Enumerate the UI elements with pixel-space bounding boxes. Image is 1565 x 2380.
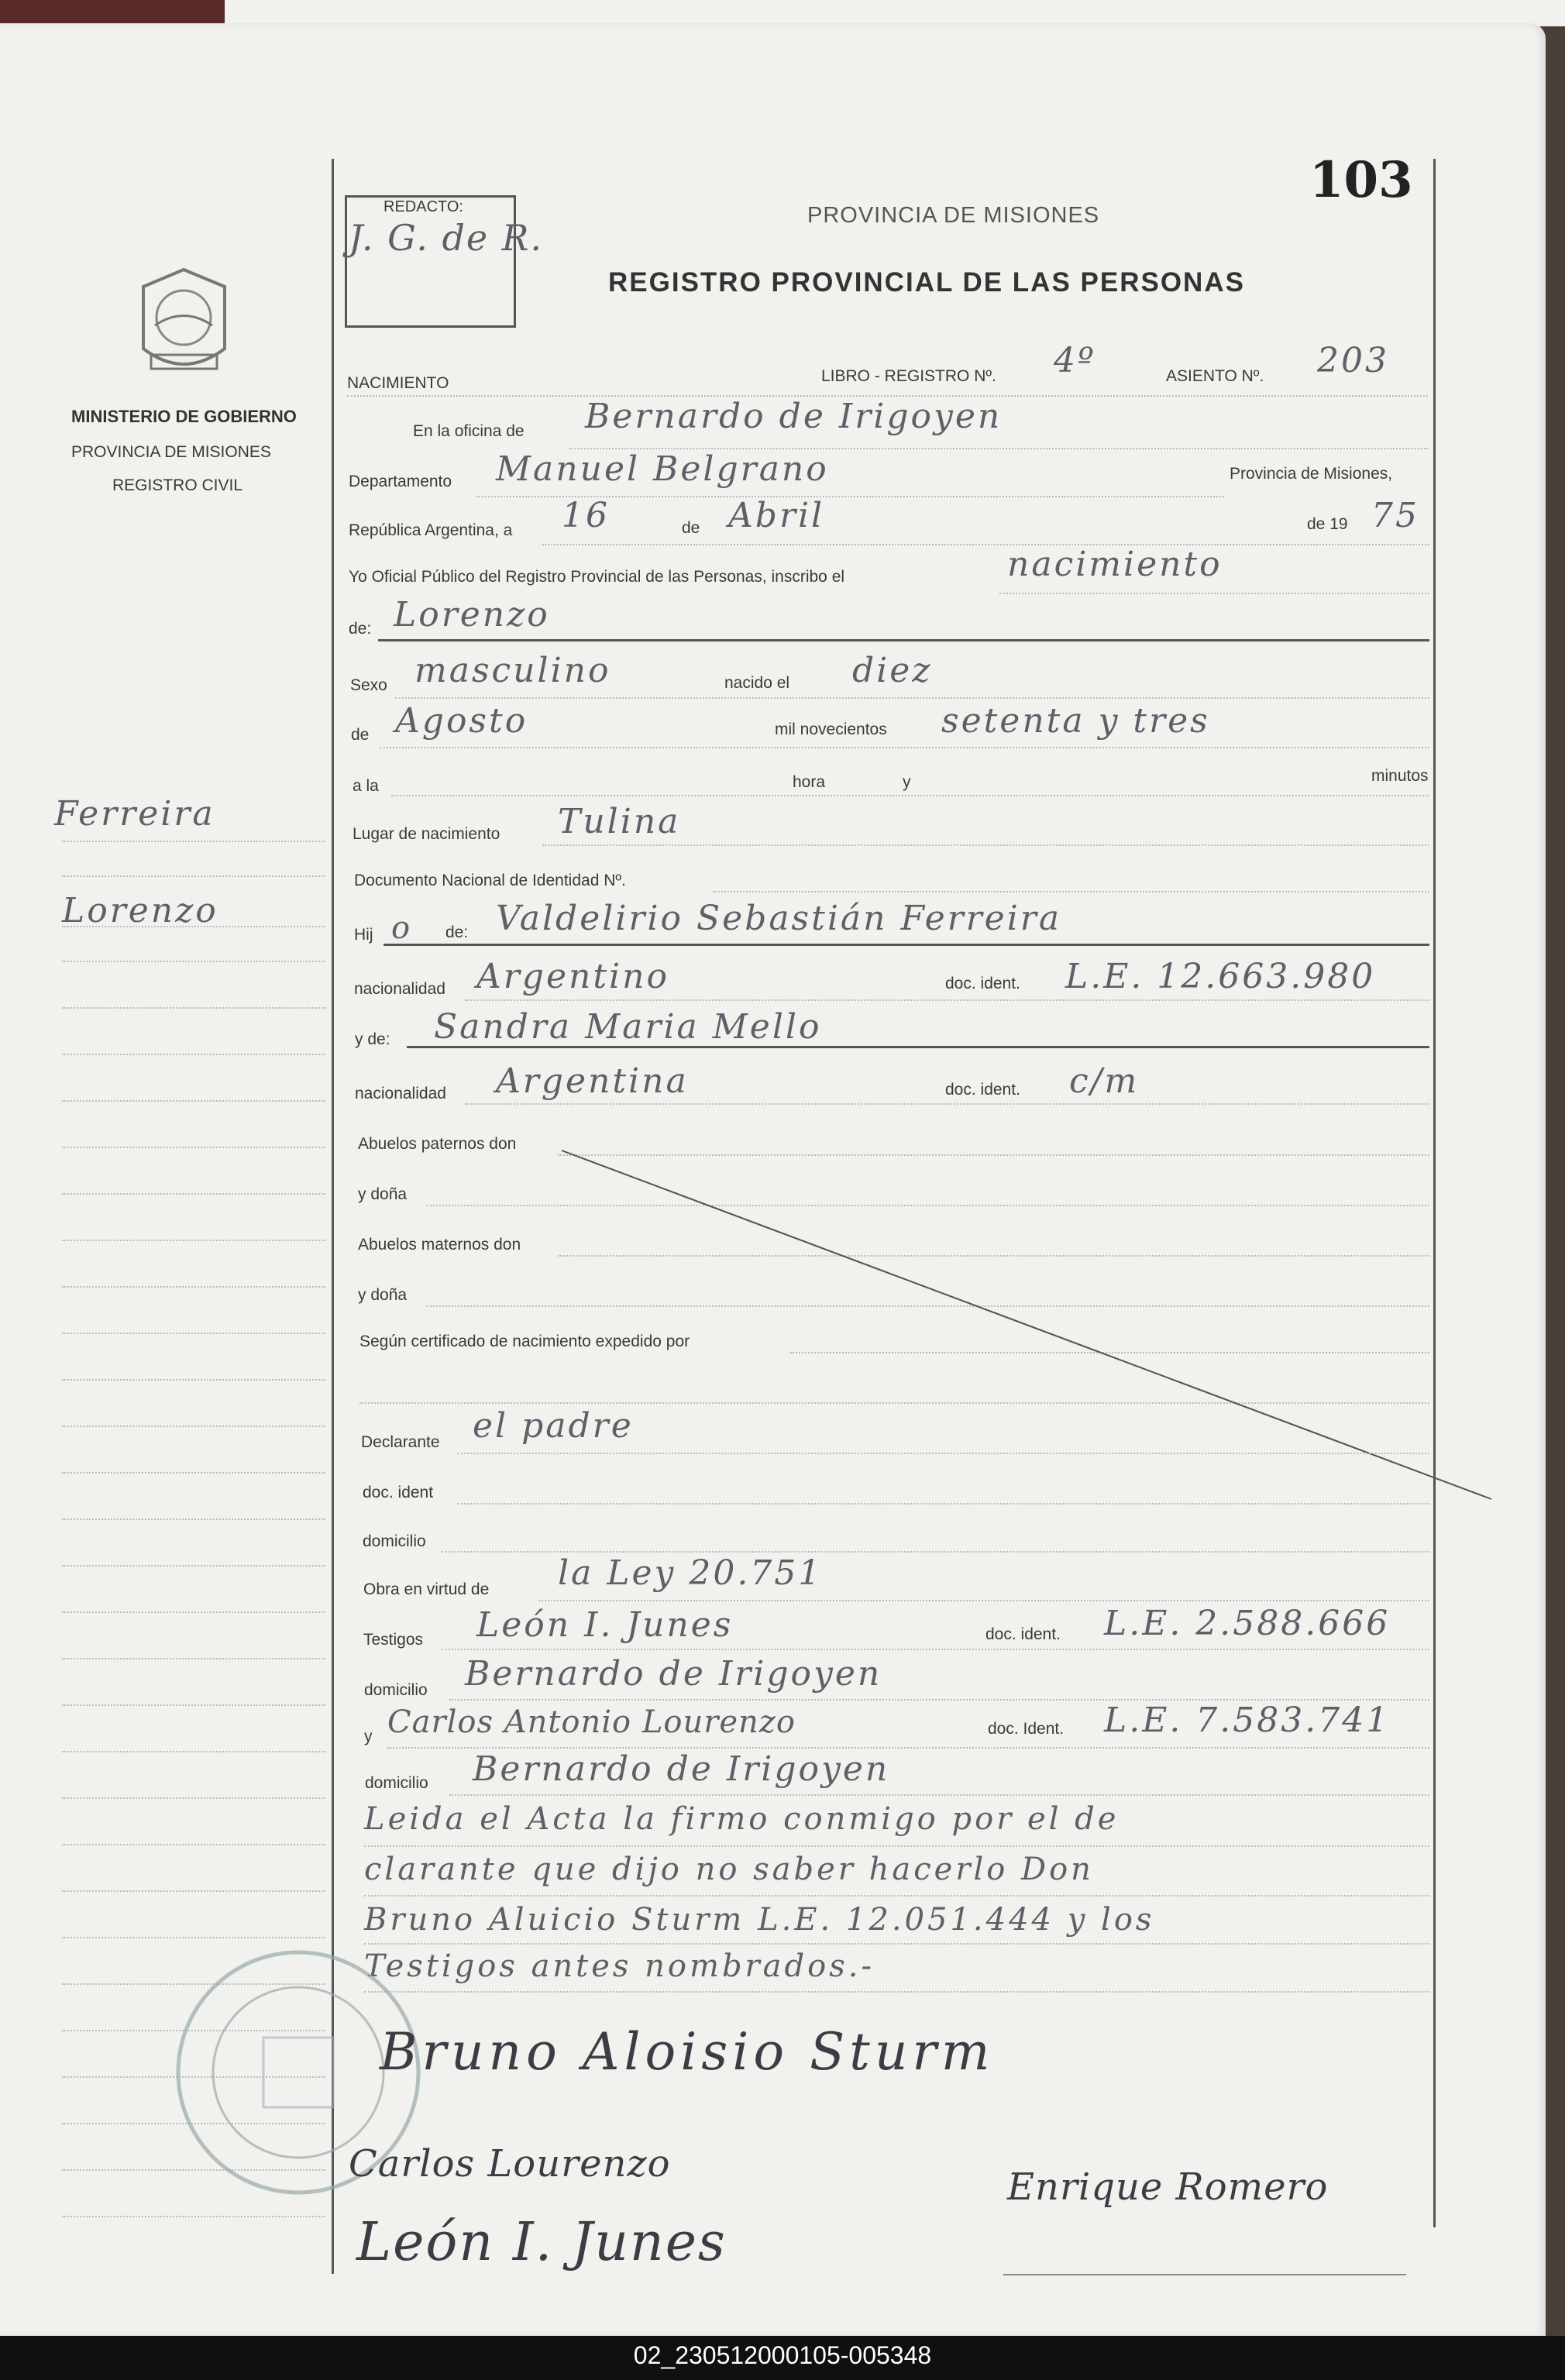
de3-label: de	[351, 726, 370, 744]
note-line-1: Leida el Acta la firmo conmigo por el de	[364, 1801, 1120, 1837]
ministry-seal-icon	[132, 263, 236, 387]
mil-label: mil novecientos	[775, 721, 887, 738]
de2-label: de:	[349, 620, 372, 638]
testigo1-doc: L.E. 2.588.666	[1104, 1604, 1391, 1643]
rule-nac-madre	[465, 1103, 1429, 1105]
nacido-label: nacido el	[724, 674, 790, 692]
abuelos-mat-label: Abuelos maternos don	[358, 1236, 521, 1254]
rule-testigo2	[387, 1747, 1429, 1749]
domicilio2-value: Bernardo de Irigoyen	[473, 1749, 890, 1789]
abuelos-pat-label: Abuelos paternos don	[358, 1135, 517, 1153]
domicilio-label: domicilio	[363, 1532, 426, 1550]
nacionalidad-label: nacionalidad	[354, 980, 445, 998]
rule-padre	[384, 944, 1429, 946]
rule-dom2	[449, 1794, 1429, 1796]
sidebar-surname: Ferreira	[54, 794, 215, 834]
cancel-line	[558, 1147, 1503, 1503]
rule-hora	[391, 795, 1429, 796]
rule-declarante	[457, 1453, 1429, 1454]
rule-sexo	[395, 697, 1429, 699]
oficina-label: En la oficina de	[413, 422, 525, 440]
signature-1: Bruno Aloisio Sturm	[380, 2022, 995, 2082]
declarante-value: el padre	[473, 1406, 634, 1446]
anio-nac-value: setenta y tres	[941, 701, 1210, 741]
day-value: 16	[562, 496, 610, 535]
y-de-label: y de:	[355, 1030, 390, 1048]
oficial-label: Yo Oficial Público del Registro Provincial de las Personas, inscribo el	[349, 568, 845, 586]
nacionalidad-label-2: nacionalidad	[355, 1085, 446, 1102]
hora-label: hora	[793, 773, 826, 791]
declarante-label: Declarante	[361, 1433, 440, 1451]
rule-note-4	[364, 1991, 1429, 1993]
ministry-registry-label: REGISTRO CIVIL	[112, 476, 243, 494]
year-value: 75	[1371, 496, 1419, 535]
note-line-2: clarante que dijo no saber hacerlo Don	[364, 1852, 1094, 1887]
lugar-label: Lugar de nacimiento	[353, 825, 500, 843]
ministry-label: MINISTERIO DE GOBIERNO	[71, 407, 297, 426]
page-number: 103	[1309, 151, 1413, 209]
lugar-value: Tulina	[558, 802, 681, 841]
asiento-value: 203	[1317, 341, 1389, 380]
type-label: NACIMIENTO	[347, 374, 449, 392]
y-dona2-label: y doña	[358, 1286, 408, 1304]
signature-line	[1003, 2274, 1406, 2275]
madre-value: Sandra Maria Mello	[434, 1007, 822, 1047]
doc-ident3-label: doc. ident.	[985, 1625, 1061, 1643]
hij-suffix: o	[391, 910, 413, 946]
hij-label: Hij	[354, 926, 373, 944]
mes-nac-value: Agosto	[395, 701, 528, 741]
signature-2: Carlos Lourenzo	[349, 2142, 671, 2186]
minutos-label: minutos	[1371, 767, 1429, 785]
y-label: y	[903, 773, 911, 791]
rule-fecha	[542, 544, 1429, 545]
doc-ident2-label: doc. ident	[363, 1484, 434, 1501]
month-value: Abril	[728, 496, 825, 535]
rule-doc2	[457, 1503, 1429, 1505]
rule-note-3	[364, 1943, 1429, 1945]
rule-de2	[378, 639, 1429, 641]
rule-note-1	[364, 1845, 1429, 1847]
doc-ident-label-2: doc. ident.	[945, 1081, 1020, 1099]
note-line-3: Bruno Aluicio Sturm L.E. 12.051.444 y los	[364, 1902, 1155, 1938]
nacionalidad-padre: Argentino	[476, 957, 669, 996]
rule-testigo1	[442, 1649, 1429, 1650]
libro-value: 4º	[1054, 341, 1096, 380]
rule-obra	[538, 1600, 1429, 1601]
doc-padre: L.E. 12.663.980	[1065, 957, 1376, 996]
doc-madre: c/m	[1069, 1061, 1140, 1101]
testigo1-value: León I. Junes	[476, 1605, 734, 1645]
rule-documento	[713, 891, 1429, 892]
image-caption: 02_230512000105-005348	[633, 2341, 932, 2369]
year-label: de 19	[1307, 515, 1348, 533]
domicilio1-value: Bernardo de Irigoyen	[465, 1654, 882, 1694]
redacto-label: REDACTO:	[384, 198, 463, 215]
doc-ident-label: doc. ident.	[945, 975, 1020, 992]
libro-label: LIBRO - REGISTRO Nº.	[821, 367, 996, 385]
domicilio3-label: domicilio	[365, 1774, 428, 1792]
de-label: de	[682, 519, 700, 537]
asiento-label: ASIENTO Nº.	[1166, 367, 1264, 385]
rule-madre	[407, 1046, 1429, 1048]
domicilio2-label: domicilio	[364, 1681, 428, 1699]
de2-value: Lorenzo	[394, 595, 550, 635]
ministry-province-label: PROVINCIA DE MISIONES	[71, 443, 271, 461]
testigo2-value: Carlos Antonio Lourenzo	[387, 1704, 796, 1740]
province-title: PROVINCIA DE MISIONES	[807, 203, 1100, 228]
rule-domicilio	[442, 1551, 1429, 1553]
sidebar-given-name: Lorenzo	[62, 891, 218, 930]
nacionalidad-madre: Argentina	[496, 1061, 689, 1101]
rule-mes	[380, 747, 1429, 748]
padre-value: Valdelirio Sebastián Ferreira	[496, 899, 1062, 938]
departamento-value: Manuel Belgrano	[496, 449, 829, 489]
obra-label: Obra en virtud de	[363, 1580, 490, 1598]
signature-3: León I. Junes	[356, 2212, 727, 2273]
nacido-value: diez	[852, 651, 933, 690]
departamento-label: Departamento	[349, 473, 452, 490]
testigos-label: Testigos	[363, 1631, 424, 1649]
rule-note-2	[364, 1895, 1429, 1897]
segun-label: Según certificado de nacimiento expedido por	[359, 1333, 690, 1350]
provincia-label: Provincia de Misiones,	[1230, 465, 1393, 483]
sexo-label: Sexo	[350, 676, 387, 694]
signature-4: Enrique Romero	[1007, 2165, 1329, 2209]
republica-label: República Argentina, a	[349, 521, 513, 539]
oficina-value: Bernardo de Irigoyen	[585, 397, 1003, 436]
obra-value: la Ley 20.751	[558, 1553, 823, 1593]
note-line-4: Testigos antes nombrados.-	[364, 1948, 875, 1984]
rule-lugar	[542, 844, 1429, 846]
sexo-value: masculino	[414, 651, 611, 690]
registry-title: REGISTRO PROVINCIAL DE LAS PERSONAS	[608, 267, 1245, 298]
doc-ident4-label: doc. Ident.	[988, 1720, 1065, 1738]
rule-nac-padre	[465, 999, 1429, 1001]
redacto-value: J. G. de R.	[349, 217, 544, 259]
oficial-value: nacimiento	[1007, 545, 1223, 584]
y2-label: y	[364, 1728, 373, 1745]
a-la-label: a la	[353, 777, 379, 795]
rule-oficial	[999, 593, 1429, 594]
y-dona-label: y doña	[358, 1185, 408, 1203]
hij-de-label: de:	[445, 923, 469, 941]
testigo2-doc: L.E. 7.583.741	[1104, 1701, 1391, 1740]
documento-label: Documento Nacional de Identidad Nº.	[354, 872, 626, 889]
top-strip	[0, 0, 1565, 26]
